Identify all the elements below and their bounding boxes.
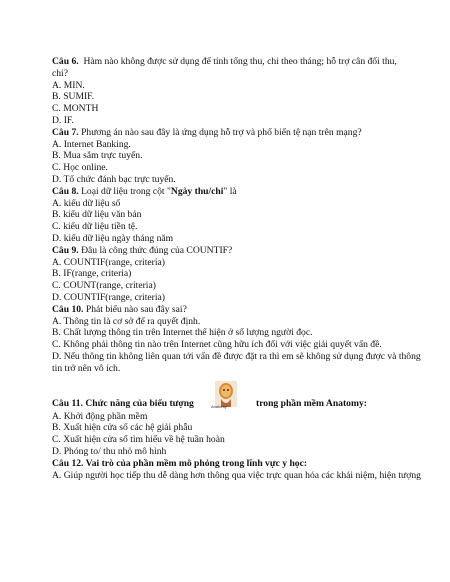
question-9-text: Đâu là công thức đúng của COUNTIF?	[81, 244, 233, 256]
question-7	[52, 127, 424, 139]
question-10	[52, 304, 424, 316]
option: A. Khởi động phần mềm	[52, 410, 148, 422]
option: D. kiểu dữ liệu ngày tháng năm	[52, 232, 174, 244]
question-6	[52, 56, 424, 68]
option: C. COUNT(range, criteria)	[52, 280, 156, 292]
question-9-number: Câu 9.	[52, 244, 79, 256]
option: A. kiểu dữ liệu số	[52, 197, 121, 209]
option: C. Xuất hiện cửa sổ tìm hiểu về hệ tuần hoàn	[52, 434, 225, 446]
exam-page	[52, 56, 424, 481]
question-6-text: Hàm nào không được sử dụng để tính tổng thu, chi theo tháng; hỗ trợ cân đối thu,	[83, 56, 397, 67]
option: D. Nếu thông tin không liên quan tới vấn đề được đặt ra thì em sẽ không sử dụng được và thông tin trở nên vô ích.	[52, 350, 421, 374]
question-9	[52, 245, 424, 257]
question-6-text-cont: chi?	[52, 67, 68, 79]
question-11-lead: Câu 11. Chức năng của biểu tượng	[52, 397, 194, 409]
option: B. Xuất hiện cửa sổ các hệ giải phẫu	[52, 422, 193, 434]
option: A. Internet Banking.	[52, 138, 131, 150]
option: B. IF(range, criteria)	[52, 268, 132, 280]
anatomy-icon-caption: Anatomy	[211, 403, 227, 409]
question-11-tail: trong phần mềm Anatomy:	[256, 397, 367, 409]
option: D. IF.	[52, 114, 74, 126]
option: D. COUNTIF(range, criteria)	[52, 291, 165, 303]
option: B. Mua sắm trực tuyến.	[52, 150, 143, 162]
option: A. Thông tin là cơ sở để ra quyết định.	[52, 315, 201, 327]
option: B. kiểu dữ liệu văn bản	[52, 209, 142, 221]
option: A. Giúp người học tiếp thu dễ dàng hơn thông qua việc trực quan hóa các khái niệm, hiện tượng	[52, 469, 421, 481]
anatomy-app-icon	[215, 381, 237, 407]
question-11	[52, 381, 424, 411]
question-10-text: Phát biểu nào sau đây sai?	[85, 303, 187, 315]
option: B. Chất lượng thông tin trên Internet thể hiện ở số lượng người đọc.	[52, 327, 313, 339]
option: C. kiểu dữ liệu tiền tệ.	[52, 221, 138, 233]
option: C. MONTH	[52, 103, 99, 115]
option: C. Không phải thông tin nào trên Internet cũng hữu ích đối với việc giải quyết vấn đề.	[52, 339, 382, 351]
option: A. MIN.	[52, 79, 85, 91]
option: A. COUNTIF(range, criteria)	[52, 256, 165, 268]
question-6-number: Câu 6.	[52, 56, 79, 67]
question-7-number: Câu 7.	[52, 126, 79, 138]
question-8	[52, 186, 424, 198]
question-12: Câu 12. Vai trò của phần mềm mô phỏng trong lĩnh vực y học:	[52, 457, 308, 469]
question-8-column-name: Ngày thu/chi	[170, 185, 224, 197]
question-7-text: Phương án nào sau đây là ứng dụng hỗ trợ và phổ biến tệ nạn trên mạng?	[81, 126, 362, 138]
option: D. Phóng to/ thu nhỏ mô hình	[52, 445, 167, 457]
option: D. Tổ chức đánh bạc trực tuyến.	[52, 173, 176, 185]
question-8-number: Câu 8.	[52, 185, 79, 197]
option: C. Học online.	[52, 162, 108, 174]
question-8-tail: " là	[223, 185, 237, 197]
question-10-number: Câu 10.	[52, 303, 84, 315]
question-8-text: Loại dữ liệu trong cột "	[81, 185, 171, 197]
option: B. SUMIF.	[52, 91, 95, 103]
